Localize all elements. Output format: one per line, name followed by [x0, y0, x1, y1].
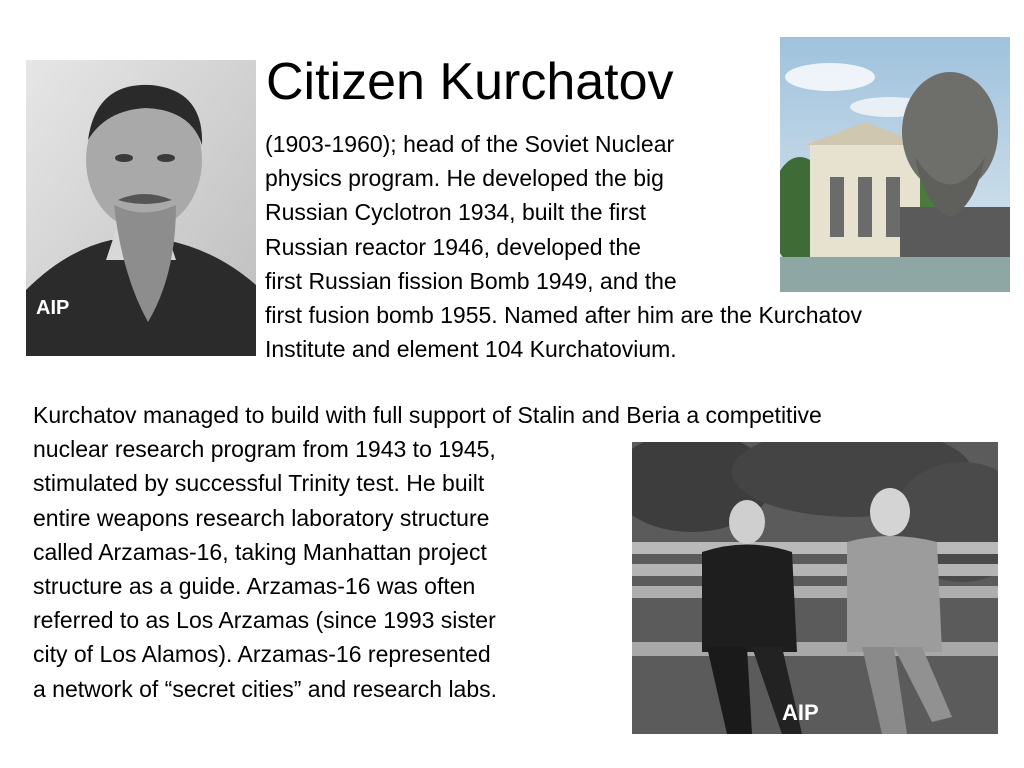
slide-title: Citizen Kurchatov [266, 53, 674, 111]
kurchatov-portrait-photo [26, 60, 256, 356]
kurchatov-monument-photo [780, 37, 1010, 292]
bench-watermark: AIP [782, 700, 819, 725]
bench-illustration [632, 442, 998, 734]
intro-paragraph: (1903-1960); head of the Soviet Nuclear physics program. He developed the big Russian Cyclotron 1934, built the first Russian reactor 1946, developed the first Russian fission Bomb 1949, and the first fusion bomb 1955. Named after him are the Kurchatov Institute and element 104 Kurchatovium. [265, 131, 863, 363]
monument-illustration [780, 37, 1010, 292]
bench-photo [632, 442, 998, 734]
portrait-watermark: AIP [36, 297, 70, 319]
body-paragraph: Kurchatov managed to build with full support of Stalin and Beria a competitive nuclear research program from 1943 to 1945, stimulated by successful Trinity test. He built entire weapons research laboratory structure called Arzamas-16, taking Manhattan project structure as a guide. Arzamas-16 was often referred to as Los Arzamas (since 1993 sister city of Los Alamos). Arzamas-16 represented a network of “secret cities” and research labs. [33, 402, 822, 702]
portrait-illustration [26, 60, 256, 356]
